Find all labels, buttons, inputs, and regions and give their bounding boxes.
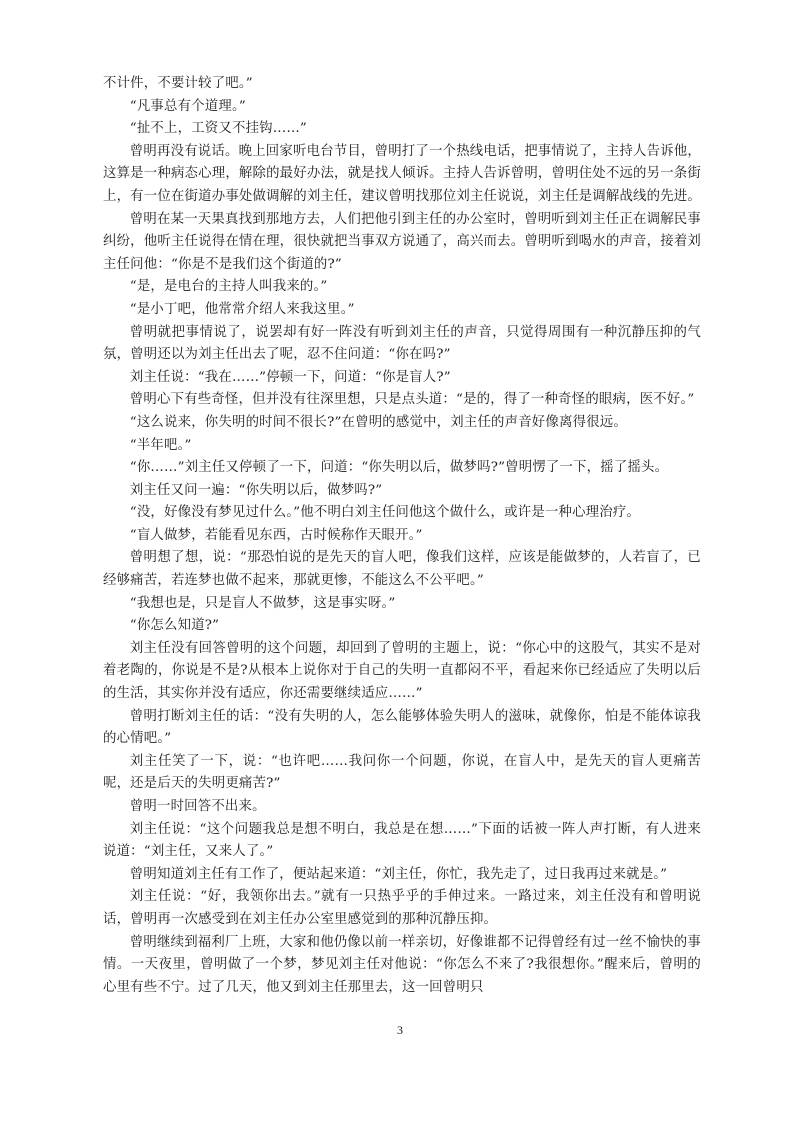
paragraph: 刘主任笑了一下，说：“也许吧……我问你一个问题，你说，在盲人中，是先天的盲人更痛苦呢，还是后天的失明更痛苦?” — [103, 753, 701, 792]
paragraph: 刘主任说：“这个问题我总是想不明白，我总是在想……”下面的话被一阵人声打断，有人进来说道：“刘主任，又来人了。” — [103, 821, 701, 860]
paragraph: “凡事总有个道理。” — [129, 98, 246, 114]
paragraph: “我想也是，只是盲人不做梦，这是事实呀。” — [129, 595, 396, 611]
paragraph: 曾明心下有些奇怪，但并没有往深里想，只是点头道：“是的，得了一种奇怪的眼病，医不好。” — [129, 392, 695, 408]
paragraph: “盲人做梦，若能看见东西，古时候称作天眼开。” — [129, 527, 423, 543]
paragraph: “是，是电台的主持人叫我来的。” — [129, 279, 328, 295]
page-number: 3 — [397, 1023, 403, 1037]
paragraph: “半年吧。” — [129, 437, 192, 453]
paragraph: 曾明就把事情说了，说罢却有好一阵没有听到刘主任的声音，只觉得周围有一种沉静压抑的气氛，曾明还以为刘主任出去了呢，忍不住问道：“你在吗?” — [103, 324, 701, 363]
paragraph: 刘主任说：“我在……”停顿一下，问道：“你是盲人?” — [129, 369, 451, 385]
paragraph: “扯不上，工资又不挂钩……” — [129, 121, 307, 137]
body-text — [103, 73, 701, 999]
paragraph: 曾明一时回答不出来。 — [129, 799, 266, 814]
paragraph: “你……”刘主任又停顿了一下，问道：“你失明以后，做梦吗?”曾明愣了一下，摇了摇头。 — [129, 460, 669, 476]
paragraph: 刘主任说：“好，我领你出去。”就有一只热乎乎的手伸过来。一路过来，刘主任没有和曾明说话，曾明再一次感受到在刘主任办公室里感觉到的那种沉静压抑。 — [103, 889, 701, 927]
paragraph: “没，好像没有梦见过什么。”他不明白刘主任问他这个做什么，或许是一种心理治疗。 — [129, 505, 641, 521]
paragraph: 刘主任又问一遍：“你失明以后，做梦吗?” — [129, 482, 383, 498]
paragraph: 曾明在某一天果真找到那地方去，人们把他引到主任的办公室时，曾明听到刘主任正在调解民事纠纷，他听主任说得在情在理，很快就把当事双方说通了，高兴而去。曾明听到喝水的声音，接着刘主任问他：“你是不是我们这个街道的?” — [103, 211, 701, 272]
paragraph: “这么说来，你失明的时间不很长?”在曾明的感觉中，刘主任的声音好像离得很远。 — [129, 414, 627, 430]
paragraph: “是小丁吧，他常常介绍人来我这里。” — [129, 301, 355, 317]
paragraph: 曾明知道刘主任有工作了，便站起来道：“刘主任，你忙，我先走了，过日我再过来就是。” — [129, 866, 668, 882]
paragraph: 刘主任没有回答曾明的这个问题，却回到了曾明的主题上，说：“你心中的这股气，其实不是对着老陶的，你说是不是?从根本上说你对于自己的失明一直都闷不平，看起来你已经适应了失明以后的生活，其实你并没有适应，你还需要继续适应……” — [103, 640, 701, 702]
paragraph: “你怎么知道?” — [129, 618, 220, 634]
paragraph: 曾明打断刘主任的话：“没有失明的人，怎么能够体验失明人的滋味，就像你，怕是不能体谅我的心情吧。” — [103, 708, 701, 747]
paragraph: 曾明想了想，说：“那恐怕说的是先天的盲人吧，像我们这样，应该是能做梦的，人若盲了，已经够痛苦，若连梦也做不起来，那就更惨，不能这么不公平吧。” — [103, 550, 701, 589]
paragraph: 不计件，不要计较了吧。” — [103, 76, 253, 91]
paragraph: 曾明继续到福利厂上班，大家和他仍像以前一样亲切，好像谁都不记得曾经有过一丝不愉快的事情。一天夜里，曾明做了一个梦，梦见刘主任对他说：“你怎么不来了?我很想你。”醒来后，曾明的心里有些不宁。过了几天，他又到刘主任那里去，这一回曾明只 — [103, 934, 701, 995]
paragraph: 曾明再没有说话。晚上回家听电台节目，曾明打了一个热线电话，把事情说了，主持人告诉他，这算是一种病态心理，解除的最好办法，就是找人倾诉。主持人告诉曾明，曾明住处不远的另一条街上，有一位在街道办事处做调解的刘主任，建议曾明找那位刘主任说说，刘主任是调解战线的先进。 — [103, 143, 701, 204]
